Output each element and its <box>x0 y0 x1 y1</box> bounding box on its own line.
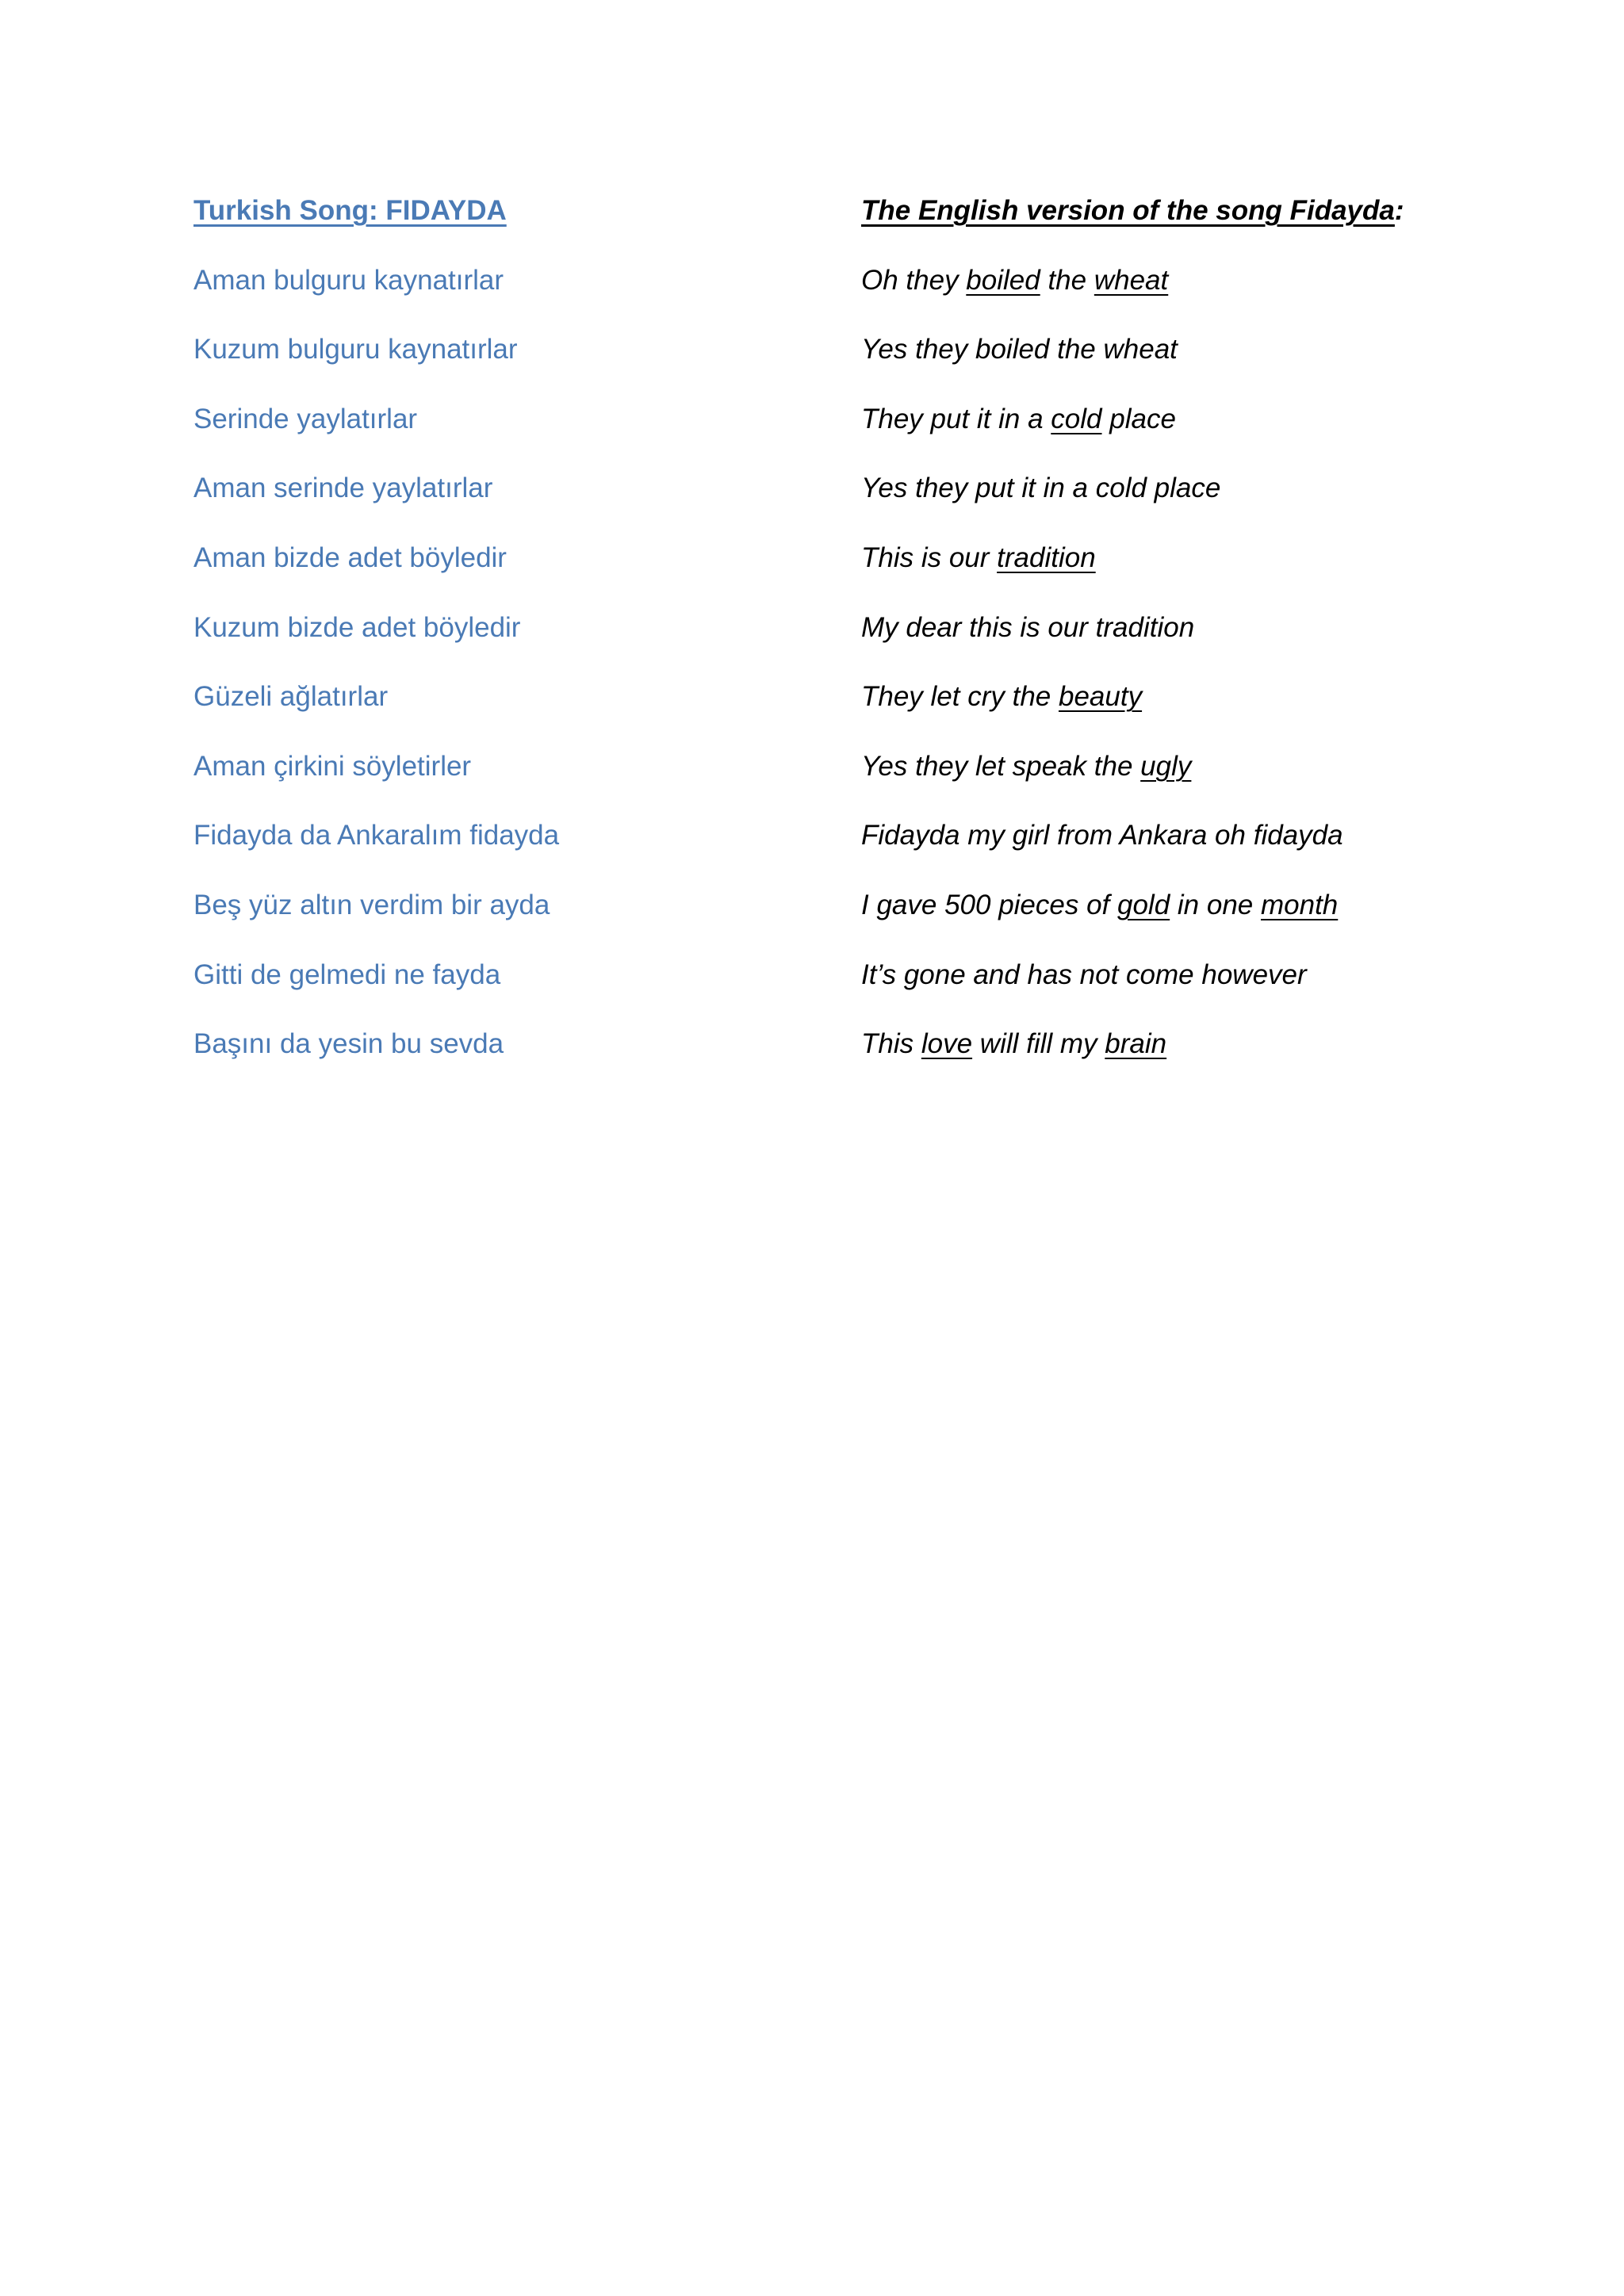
lyric-text: It’s gone and has not come however <box>861 959 1307 990</box>
underlined-word: gold <box>1117 889 1170 920</box>
english-line-4 <box>861 465 1575 534</box>
turkish-line-5: Aman bizde adet böyledir <box>193 541 507 573</box>
turkish-line-10: Beş yüz altın verdim bir ayda <box>193 889 550 920</box>
lyric-text: This is our <box>861 541 998 573</box>
lyric-text: Yes they boiled the wheat <box>861 334 1178 365</box>
lyric-text: I gave 500 pieces of <box>861 889 1117 920</box>
english-line-2 <box>861 326 1575 396</box>
english-line-9 <box>861 812 1575 882</box>
turkish-title-text: Turkish Song: FIDAYDA <box>193 195 507 226</box>
english-line-3 <box>861 396 1575 465</box>
turkish-line-2: Kuzum bulguru kaynatırlar <box>193 334 518 365</box>
turkish-line-1: Aman bulguru kaynatırlar <box>193 264 504 296</box>
english-line-5 <box>861 534 1575 604</box>
turkish-line-4: Aman serinde yaylatırlar <box>193 473 493 504</box>
lyric-text: They put it in a <box>861 403 1051 434</box>
lyric-text: place <box>1101 403 1176 434</box>
english-line-12 <box>861 1020 1575 1090</box>
underlined-word: tradition <box>997 541 1096 573</box>
english-lyrics-column <box>861 187 1575 1090</box>
turkish-line-12: Başını da yesin bu sevda <box>193 1028 504 1060</box>
english-line-11 <box>861 951 1575 1021</box>
underlined-word: boiled <box>966 264 1040 296</box>
underlined-word: beauty <box>1058 681 1143 713</box>
underlined-word: wheat <box>1094 264 1169 296</box>
lyric-text: the <box>1040 264 1094 296</box>
english-title-colon: : <box>1394 195 1404 226</box>
turkish-line-6: Kuzum bizde adet böyledir <box>193 611 521 643</box>
lyric-text: Yes they let speak the <box>861 750 1141 782</box>
turkish-line-8: Aman çirkini söyletirler <box>193 750 472 782</box>
underlined-word: cold <box>1051 403 1102 434</box>
english-title <box>861 187 1575 257</box>
turkish-line-11: Gitti de gelmedi ne fayda <box>193 959 501 990</box>
lyric-text: Yes they put it in a cold place <box>861 473 1221 504</box>
lyric-text: will fill my <box>972 1028 1105 1060</box>
turkish-line-3: Serinde yaylatırlar <box>193 403 418 434</box>
lyric-text: This <box>861 1028 921 1060</box>
turkish-title <box>193 187 828 257</box>
underlined-word: month <box>1260 889 1339 920</box>
english-line-7 <box>861 673 1575 743</box>
lyric-text: Fidayda my girl from Ankara oh fidayda <box>861 820 1343 851</box>
turkish-lyrics-column <box>193 187 828 1090</box>
turkish-line-9: Fidayda da Ankaralım fidayda <box>193 820 560 851</box>
underlined-word: brain <box>1105 1028 1167 1060</box>
english-line-10 <box>861 882 1575 951</box>
turkish-line-7: Güzeli ağlatırlar <box>193 681 389 713</box>
english-line-1 <box>861 257 1575 327</box>
underlined-word: ugly <box>1140 750 1192 782</box>
english-title-text: The English version of the song Fidayda <box>861 195 1395 226</box>
lyric-text: They let cry the <box>861 681 1059 713</box>
english-line-8 <box>861 743 1575 813</box>
lyric-text: Oh they <box>861 264 967 296</box>
english-line-6 <box>861 604 1575 674</box>
underlined-word: love <box>921 1028 973 1060</box>
lyric-text: in one <box>1170 889 1261 920</box>
lyric-text: My dear this is our tradition <box>861 611 1195 643</box>
